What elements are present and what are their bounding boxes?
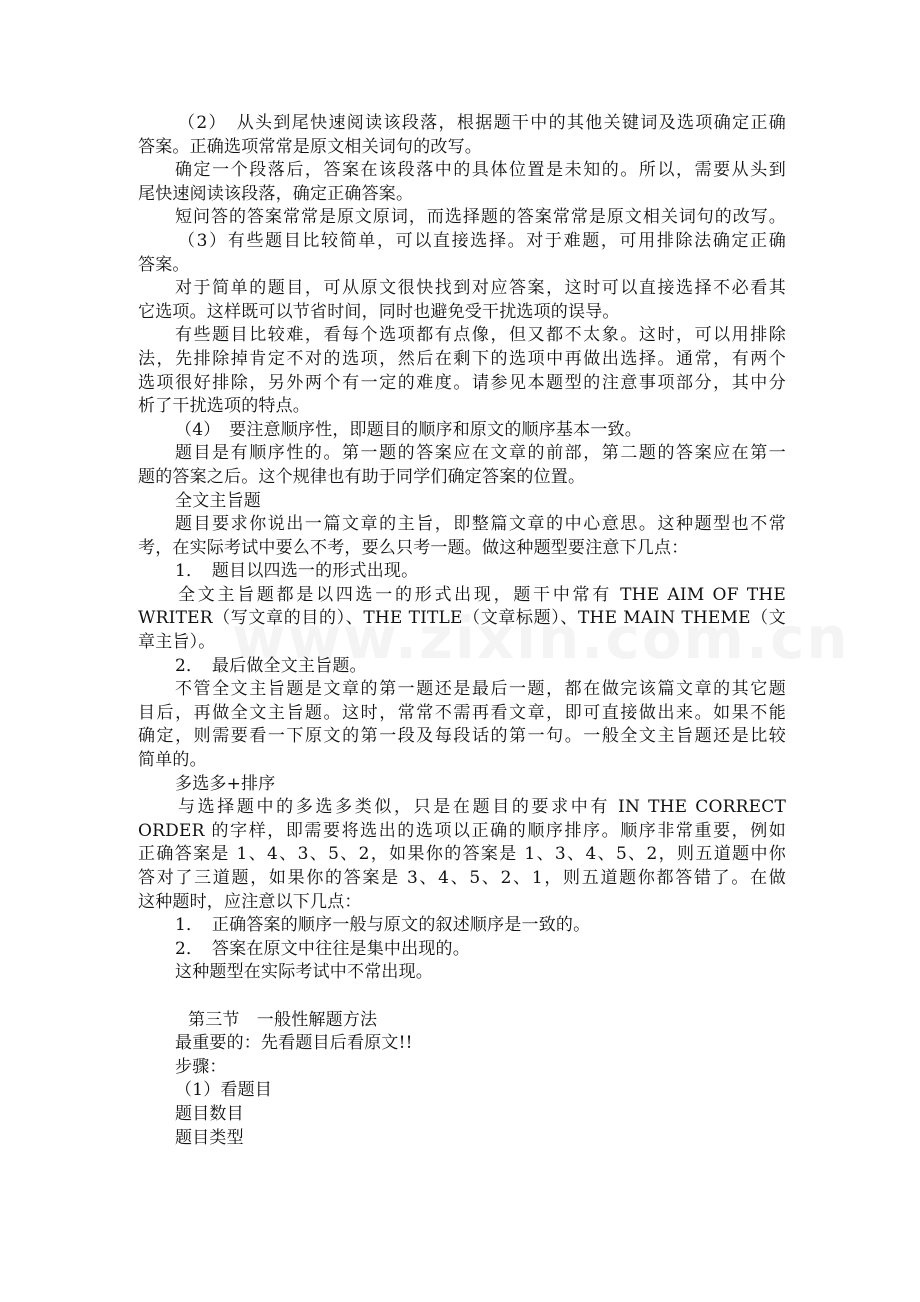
paragraph-line: 这种题时，应注意以下几点： bbox=[138, 891, 362, 912]
paragraph-line: 题目类型 bbox=[175, 1127, 244, 1148]
paragraph-line: ORDER 的字样，即需要将选出的选项以正确的顺序排序。顺序非常重要，例如 bbox=[138, 820, 786, 841]
paragraph-line: 简单的。 bbox=[138, 750, 207, 771]
list-item: 1． 正确答案的顺序一般与原文的叙述顺序是一致的。 bbox=[175, 915, 591, 936]
paragraph-line: 不管全文主旨题是文章的第一题还是最后一题，都在做完该篇文章的其它题 bbox=[175, 679, 786, 700]
paragraph-line: 短问答的答案常常是原文原词，而选择题的答案常常是原文相关词句的改写。 bbox=[175, 207, 786, 228]
paragraph-line: 对于简单的题目，可从原文很快找到对应答案，这时可以直接选择不必看其 bbox=[175, 278, 786, 299]
list-item: 1． 题目以四选一的形式出现。 bbox=[175, 561, 419, 582]
paragraph-line: 题目要求你说出一篇文章的主旨，即整篇文章的中心意思。这种题型也不常 bbox=[175, 514, 786, 535]
paragraph-line: 析了干扰选项的特点。 bbox=[138, 396, 310, 417]
paragraph-line: 考，在实际考试中要么不考，要么只考一题。做这种题型要注意下几点： bbox=[138, 537, 689, 558]
paragraph-line: 最重要的：先看题目后看原文!! bbox=[175, 1033, 413, 1054]
paragraph-line: 答案。正确选项常常是原文相关词句的改写。 bbox=[138, 136, 482, 157]
paragraph-line: 步骤： bbox=[175, 1056, 227, 1077]
list-item: 2． 答案在原文中往往是集中出现的。 bbox=[175, 938, 470, 959]
paragraph-line: 题的答案之后。这个规律也有助于同学们确定答案的位置。 bbox=[138, 466, 586, 487]
paragraph-line: 全文主旨题都是以四选一的形式出现，题干中常有 THE AIM OF THE bbox=[178, 584, 786, 605]
paragraph-line: 题目数目 bbox=[175, 1103, 244, 1124]
paragraph-line: 确定一个段落后，答案在该段落中的具体位置是未知的。所以，需要从头到 bbox=[175, 160, 786, 181]
paragraph-line: 目后，再做全文主旨题。这时，常常不需再看文章，即可直接做出来。如果不能 bbox=[138, 702, 786, 723]
section-heading: 多选多+排序 bbox=[175, 773, 276, 794]
paragraph-line: 答案。 bbox=[138, 254, 190, 275]
paragraph-line: 章主旨）。 bbox=[138, 632, 216, 653]
paragraph-line: 与选择题中的多选多类似，只是在题目的要求中有 IN THE CORRECT bbox=[178, 797, 786, 818]
paragraph-line: 答对了三道题，如果你的答案是 3、4、5、2、1，则五道题你都答错了。在做 bbox=[138, 868, 786, 888]
paragraph-line: 法，先排除掉肯定不对的选项，然后在剩下的选项中再做出选择。通常，有两个 bbox=[138, 348, 786, 369]
paragraph-line: （3）有些题目比较简单，可以直接选择。对于难题，可用排除法确定正确 bbox=[178, 230, 786, 251]
paragraph-line: 题目是有顺序性的。第一题的答案应在文章的前部，第二题的答案应在第一 bbox=[175, 443, 786, 464]
section-title: 第三节 一般性解题方法 bbox=[188, 1009, 378, 1030]
paragraph-line: WRITER（写文章的目的）、THE TITLE（文章标题）、THE MAIN THEME（文 bbox=[138, 608, 786, 629]
spacer bbox=[138, 985, 786, 1009]
list-item: （1）看题目 bbox=[175, 1080, 273, 1101]
document-body bbox=[138, 112, 786, 1150]
paragraph-line: 选项很好排除，另外两个有一定的难度。请参见本题型的注意事项部分，其中分 bbox=[138, 372, 786, 393]
list-item: 2． 最后做全文主旨题。 bbox=[175, 655, 367, 676]
paragraph-line: 这种题型在实际考试中不常出现。 bbox=[175, 962, 433, 983]
paragraph-line: 尾快速阅读该段落，确定正确答案。 bbox=[138, 183, 414, 204]
paragraph-line: 它选项。这样既可以节省时间，同时也避免受干扰选项的误导。 bbox=[138, 301, 620, 322]
paragraph-line: 有些题目比较难，看每个选项都有点像，但又都不太象。这时，可以用排除 bbox=[175, 325, 786, 346]
paragraph-line: 正确答案是 1、4、3、5、2，如果你的答案是 1、3、4、5、2，则五道题中你 bbox=[138, 844, 786, 865]
section-heading: 全文主旨题 bbox=[175, 490, 261, 511]
paragraph-line: （2） 从头到尾快速阅读该段落，根据题干中的其他关键词及选项确定正确 bbox=[178, 113, 786, 133]
paragraph-line: 确定，则需要看一下原文的第一段及每段话的第一句。一般全文主旨题还是比较 bbox=[138, 726, 786, 747]
paragraph-line: （4） 要注意顺序性，即题目的顺序和原文的顺序基本一致。 bbox=[175, 419, 642, 440]
